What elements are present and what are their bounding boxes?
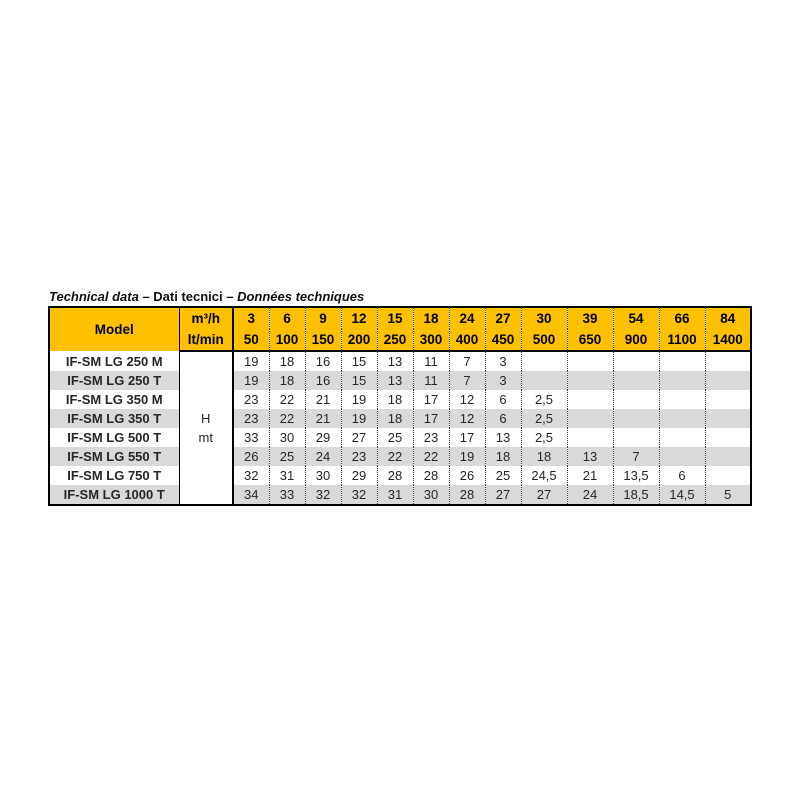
model-cell: IF-SM LG 350 M <box>49 390 179 409</box>
value-cell <box>613 409 659 428</box>
value-cell: 13 <box>567 447 613 466</box>
table-row <box>49 466 751 485</box>
title-english: Technical data <box>49 289 139 304</box>
table-body <box>49 351 751 505</box>
value-cell <box>521 371 567 390</box>
value-cell: 18 <box>269 371 305 390</box>
value-cell: 7 <box>449 371 485 390</box>
value-cell <box>659 371 705 390</box>
value-cell: 13 <box>377 351 413 371</box>
value-cell: 32 <box>341 485 377 505</box>
head-unit-line2: mt <box>198 430 213 445</box>
unit-header-m3h: m³/h <box>179 307 233 329</box>
value-cell: 23 <box>341 447 377 466</box>
technical-data-table <box>48 306 752 506</box>
value-cell <box>613 428 659 447</box>
value-cell <box>521 351 567 371</box>
value-cell: 22 <box>269 409 305 428</box>
value-cell <box>567 428 613 447</box>
value-cell: 22 <box>413 447 449 466</box>
value-cell: 19 <box>341 409 377 428</box>
value-cell: 18 <box>377 390 413 409</box>
value-cell: 28 <box>377 466 413 485</box>
table-row <box>49 447 751 466</box>
flow-header-m3h: 54 <box>613 307 659 329</box>
value-cell: 24 <box>305 447 341 466</box>
value-cell: 18 <box>269 351 305 371</box>
value-cell: 18,5 <box>613 485 659 505</box>
value-cell: 19 <box>341 390 377 409</box>
value-cell: 34 <box>233 485 269 505</box>
value-cell <box>567 351 613 371</box>
value-cell: 29 <box>341 466 377 485</box>
value-cell: 2,5 <box>521 390 567 409</box>
flow-header-ltmin: 1100 <box>659 329 705 351</box>
value-cell <box>705 428 751 447</box>
value-cell <box>613 390 659 409</box>
flow-header-m3h: 12 <box>341 307 377 329</box>
value-cell <box>705 447 751 466</box>
flow-header-ltmin: 150 <box>305 329 341 351</box>
model-cell: IF-SM LG 1000 T <box>49 485 179 505</box>
value-cell: 18 <box>521 447 567 466</box>
value-cell: 22 <box>377 447 413 466</box>
value-cell: 14,5 <box>659 485 705 505</box>
model-cell: IF-SM LG 250 M <box>49 351 179 371</box>
flow-header-m3h: 18 <box>413 307 449 329</box>
flow-header-m3h: 30 <box>521 307 567 329</box>
flow-header-ltmin: 100 <box>269 329 305 351</box>
flow-header-ltmin: 1400 <box>705 329 751 351</box>
value-cell <box>705 466 751 485</box>
value-cell: 28 <box>413 466 449 485</box>
value-cell <box>659 390 705 409</box>
value-cell: 22 <box>269 390 305 409</box>
value-cell: 21 <box>305 409 341 428</box>
value-cell: 3 <box>485 351 521 371</box>
flow-header-ltmin: 50 <box>233 329 269 351</box>
flow-header-ltmin: 250 <box>377 329 413 351</box>
table-row <box>49 351 751 371</box>
value-cell: 13 <box>485 428 521 447</box>
value-cell: 30 <box>413 485 449 505</box>
model-column-header: Model <box>49 307 179 351</box>
value-cell: 30 <box>305 466 341 485</box>
flow-header-m3h: 3 <box>233 307 269 329</box>
value-cell <box>705 351 751 371</box>
value-cell: 33 <box>233 428 269 447</box>
flow-header-ltmin: 300 <box>413 329 449 351</box>
flow-header-m3h: 24 <box>449 307 485 329</box>
value-cell: 6 <box>485 390 521 409</box>
value-cell: 19 <box>233 351 269 371</box>
flow-header-m3h: 84 <box>705 307 751 329</box>
value-cell <box>659 428 705 447</box>
model-cell: IF-SM LG 550 T <box>49 447 179 466</box>
flow-header-m3h: 15 <box>377 307 413 329</box>
head-unit-line1: H <box>201 411 211 426</box>
flow-header-ltmin: 900 <box>613 329 659 351</box>
value-cell <box>705 409 751 428</box>
value-cell: 32 <box>233 466 269 485</box>
value-cell: 3 <box>485 371 521 390</box>
value-cell <box>705 390 751 409</box>
value-cell: 29 <box>305 428 341 447</box>
model-cell: IF-SM LG 350 T <box>49 409 179 428</box>
title-italian: – Dati tecnici – <box>138 289 238 304</box>
value-cell: 30 <box>269 428 305 447</box>
value-cell: 12 <box>449 390 485 409</box>
flow-header-m3h: 66 <box>659 307 705 329</box>
value-cell: 27 <box>485 485 521 505</box>
value-cell: 12 <box>449 409 485 428</box>
value-cell: 2,5 <box>521 409 567 428</box>
value-cell: 17 <box>413 390 449 409</box>
table-row <box>49 390 751 409</box>
value-cell <box>613 351 659 371</box>
value-cell: 31 <box>377 485 413 505</box>
flow-header-ltmin: 650 <box>567 329 613 351</box>
technical-data-section <box>48 289 752 506</box>
value-cell: 21 <box>305 390 341 409</box>
value-cell: 7 <box>613 447 659 466</box>
value-cell <box>567 371 613 390</box>
table-title <box>49 289 752 305</box>
value-cell: 18 <box>377 409 413 428</box>
value-cell: 11 <box>413 351 449 371</box>
value-cell: 21 <box>567 466 613 485</box>
flow-header-ltmin: 450 <box>485 329 521 351</box>
value-cell: 32 <box>305 485 341 505</box>
flow-header-m3h: 9 <box>305 307 341 329</box>
value-cell: 15 <box>341 371 377 390</box>
value-cell: 31 <box>269 466 305 485</box>
value-cell: 24,5 <box>521 466 567 485</box>
head-unit-cell <box>179 351 233 505</box>
value-cell <box>567 409 613 428</box>
value-cell: 28 <box>449 485 485 505</box>
value-cell: 23 <box>233 409 269 428</box>
value-cell: 18 <box>485 447 521 466</box>
value-cell: 17 <box>449 428 485 447</box>
model-cell: IF-SM LG 500 T <box>49 428 179 447</box>
model-cell: IF-SM LG 250 T <box>49 371 179 390</box>
value-cell: 23 <box>233 390 269 409</box>
value-cell: 25 <box>269 447 305 466</box>
value-cell: 2,5 <box>521 428 567 447</box>
value-cell: 24 <box>567 485 613 505</box>
title-french: Données techniques <box>237 289 365 304</box>
value-cell <box>659 351 705 371</box>
header-row-top <box>49 307 751 329</box>
value-cell: 17 <box>413 409 449 428</box>
value-cell: 23 <box>413 428 449 447</box>
value-cell: 27 <box>341 428 377 447</box>
flow-header-m3h: 27 <box>485 307 521 329</box>
table-header <box>49 307 751 351</box>
value-cell: 16 <box>305 351 341 371</box>
value-cell: 26 <box>449 466 485 485</box>
flow-header-m3h: 6 <box>269 307 305 329</box>
value-cell: 16 <box>305 371 341 390</box>
table-row <box>49 428 751 447</box>
value-cell: 11 <box>413 371 449 390</box>
model-cell: IF-SM LG 750 T <box>49 466 179 485</box>
value-cell <box>567 390 613 409</box>
flow-header-ltmin: 400 <box>449 329 485 351</box>
flow-header-m3h: 39 <box>567 307 613 329</box>
value-cell: 6 <box>659 466 705 485</box>
table-row <box>49 409 751 428</box>
value-cell: 25 <box>485 466 521 485</box>
value-cell: 19 <box>233 371 269 390</box>
value-cell: 26 <box>233 447 269 466</box>
value-cell: 33 <box>269 485 305 505</box>
value-cell <box>659 409 705 428</box>
value-cell <box>659 447 705 466</box>
unit-header-ltmin: lt/min <box>179 329 233 351</box>
value-cell: 7 <box>449 351 485 371</box>
table-row <box>49 371 751 390</box>
value-cell: 13,5 <box>613 466 659 485</box>
value-cell: 6 <box>485 409 521 428</box>
value-cell: 27 <box>521 485 567 505</box>
flow-header-ltmin: 200 <box>341 329 377 351</box>
value-cell: 25 <box>377 428 413 447</box>
value-cell: 5 <box>705 485 751 505</box>
value-cell <box>613 371 659 390</box>
table-row <box>49 485 751 505</box>
value-cell: 15 <box>341 351 377 371</box>
flow-header-ltmin: 500 <box>521 329 567 351</box>
value-cell <box>705 371 751 390</box>
value-cell: 13 <box>377 371 413 390</box>
value-cell: 19 <box>449 447 485 466</box>
